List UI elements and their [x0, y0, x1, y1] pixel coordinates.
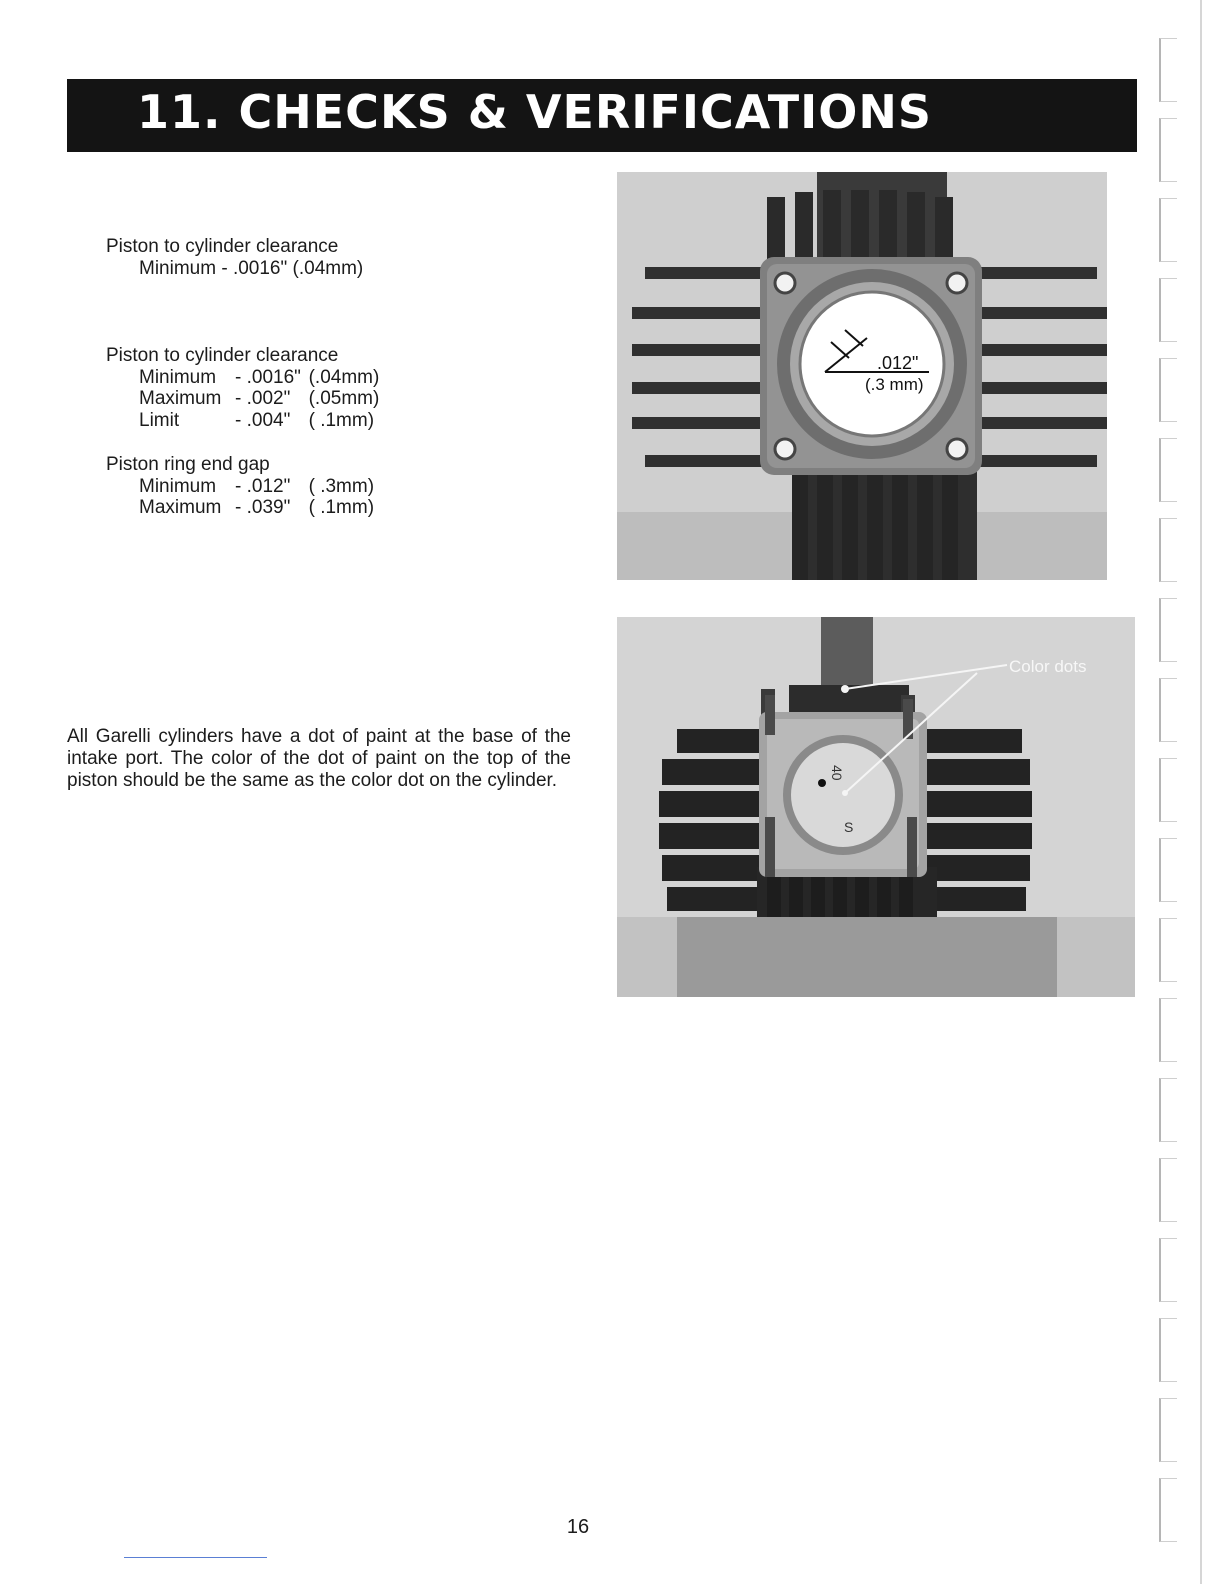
binder-tab [1159, 1478, 1177, 1542]
gap-inch-label: .012" [877, 353, 919, 373]
spec-label: Minimum [139, 366, 217, 388]
spec-mm: (.05mm) [308, 388, 380, 409]
spec-row: Minimum - .0016" (.04mm) [139, 366, 380, 388]
cylinder-ring-gap-photo [617, 172, 1107, 580]
spec-row: Limit - .004" ( .1mm) [139, 409, 375, 431]
spec-mm: ( .1mm) [308, 497, 375, 518]
binder-tab [1159, 598, 1177, 662]
color-dots-label: Color dots [1009, 657, 1087, 676]
piston-mark-s: S [844, 819, 854, 835]
binder-tab [1159, 118, 1177, 182]
section-header-banner [67, 79, 1137, 152]
spec-block-clearance-range [106, 345, 379, 431]
spec-row: Maximum - .002" (.05mm) [139, 388, 380, 409]
binder-tab [1159, 38, 1177, 102]
binder-tab [1159, 918, 1177, 982]
binder-tab [1159, 678, 1177, 742]
spec-mm: (.04mm) [292, 257, 364, 279]
spec-label: Minimum [139, 257, 217, 279]
section-title: 11. CHECKS & VERIFICATIONS [137, 85, 932, 139]
spec-row: Minimum - .012" ( .3mm) [139, 475, 375, 497]
spec-block-clearance-minimum [106, 236, 363, 279]
spec-inch: .004" [246, 409, 291, 431]
spec-title: Piston ring end gap [106, 454, 270, 475]
color-dots-photo [617, 617, 1135, 997]
spec-row: Maximum - .039" ( .1mm) [139, 497, 375, 518]
binder-tab [1159, 1078, 1177, 1142]
page-binding-edge [1200, 0, 1202, 1584]
spec-label: Limit [139, 409, 180, 431]
spec-block-ring-end-gap [106, 454, 374, 519]
spec-title: Piston to cylinder clearance [106, 236, 339, 257]
binder-tab [1159, 1158, 1177, 1222]
binder-tab [1159, 1318, 1177, 1382]
spec-title: Piston to cylinder clearance [106, 345, 339, 366]
binder-tab [1159, 438, 1177, 502]
spec-inch: .002" [246, 388, 291, 409]
binder-tab [1159, 998, 1177, 1062]
spec-mm: ( .3mm) [308, 475, 375, 497]
spec-label: Maximum [139, 497, 222, 518]
page-number: 16 [566, 1516, 590, 1538]
binder-tab [1159, 278, 1177, 342]
spec-inch: .0016" [232, 257, 288, 279]
spec-inch: .0016" [246, 366, 301, 388]
binder-tab [1159, 758, 1177, 822]
footer-rule [124, 1557, 267, 1558]
spec-label: Minimum [139, 475, 217, 497]
spec-mm: (.04mm) [308, 366, 380, 388]
binder-tab [1159, 518, 1177, 582]
spec-inch: .012" [246, 475, 291, 497]
binder-tab [1159, 838, 1177, 902]
spec-label: Maximum [139, 388, 222, 409]
spec-row: Minimum - .0016" (.04mm) [139, 257, 364, 279]
binder-tab [1159, 1398, 1177, 1462]
spec-mm: ( .1mm) [308, 409, 375, 431]
gap-mm-label: (.3 mm) [865, 375, 924, 394]
binder-tab [1159, 1238, 1177, 1302]
binder-tab [1159, 358, 1177, 422]
spec-inch: .039" [246, 497, 291, 518]
piston-mark-40: 40 [829, 765, 845, 781]
binder-tab [1159, 198, 1177, 262]
color-dot-paragraph: All Garelli cylinders have a dot of paint at the base of the intake port. The color of the dot of paint on the top of the piston should be the same as the color dot on the cylinder. [67, 726, 571, 791]
